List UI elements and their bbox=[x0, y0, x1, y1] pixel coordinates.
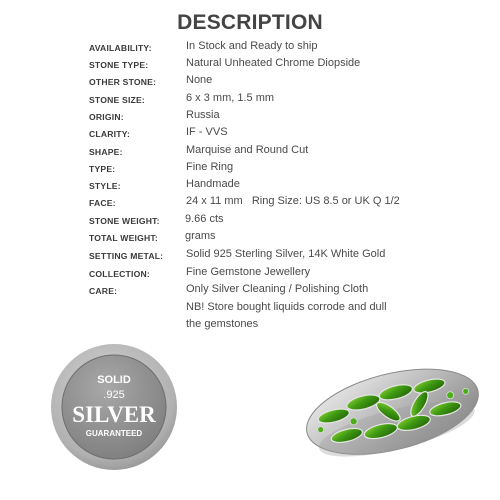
spec-label-collection: COLLECTION: bbox=[89, 269, 150, 279]
ring-illustration bbox=[296, 340, 486, 475]
spec-label-availability: AVAILABILITY: bbox=[89, 43, 152, 53]
badge-text-silver: SILVER bbox=[72, 402, 156, 427]
spec-row-collection bbox=[0, 266, 500, 283]
spec-value-care: Only Silver Cleaning / Polishing Cloth bbox=[186, 283, 369, 295]
spec-label-total-weight: TOTAL WEIGHT: bbox=[89, 233, 158, 243]
spec-value-setting-metal: Solid 925 Sterling Silver, 14K White Gold bbox=[186, 248, 386, 260]
spec-value-total-weight: grams bbox=[185, 230, 216, 242]
spec-label-stone-size: STONE SIZE: bbox=[89, 95, 145, 105]
spec-row-total-weight bbox=[0, 230, 500, 247]
spec-label-face: FACE: bbox=[89, 198, 116, 208]
spec-value-collection: Fine Gemstone Jewellery bbox=[186, 266, 311, 278]
spec-label-stone-weight: STONE WEIGHT: bbox=[89, 216, 160, 226]
spec-row-stone-weight bbox=[0, 213, 500, 230]
care-note-line-2 bbox=[0, 318, 500, 335]
description-title: DESCRIPTION bbox=[177, 11, 323, 34]
spec-row-availability bbox=[0, 40, 500, 57]
spec-row-type bbox=[0, 161, 500, 178]
spec-value-stone-size: 6 x 3 mm, 1.5 mm bbox=[186, 92, 275, 104]
ring-product-image bbox=[296, 340, 486, 475]
spec-value-style: Handmade bbox=[186, 178, 240, 190]
spec-label-setting-metal: SETTING METAL: bbox=[89, 251, 164, 261]
spec-row-clarity bbox=[0, 126, 500, 143]
spec-value-availability: In Stock and Ready to ship bbox=[186, 40, 318, 52]
spec-row-stone-size bbox=[0, 92, 500, 109]
spec-row-face bbox=[0, 195, 500, 212]
badge-text-guaranteed: GUARANTEED bbox=[85, 429, 143, 438]
spec-row-origin bbox=[0, 109, 500, 126]
spec-row-shape bbox=[0, 144, 500, 161]
spec-value-clarity: IF - VVS bbox=[186, 126, 228, 138]
spec-value-other-stone: None bbox=[186, 74, 213, 86]
badge-text-925: .925 bbox=[103, 389, 125, 401]
spec-row-other-stone bbox=[0, 74, 500, 91]
spec-value-face: 24 x 11 mm Ring Size: US 8.5 or UK Q 1/2 bbox=[186, 195, 400, 207]
spec-label-care: CARE: bbox=[89, 286, 118, 296]
spec-row-style bbox=[0, 178, 500, 195]
spec-value-shape: Marquise and Round Cut bbox=[186, 144, 309, 156]
spec-row-care bbox=[0, 283, 500, 300]
spec-label-type: TYPE: bbox=[89, 164, 116, 174]
spec-value-stone-weight: 9.66 cts bbox=[185, 213, 224, 225]
spec-value-stone-type: Natural Unheated Chrome Diopside bbox=[186, 57, 361, 69]
solid-silver-badge bbox=[40, 340, 188, 470]
spec-row-setting-metal bbox=[0, 248, 500, 265]
care-note-text-2: the gemstones bbox=[186, 318, 259, 330]
care-note-line-1 bbox=[0, 301, 500, 318]
care-note-text-1: NB! Store bought liquids corrode and dull bbox=[186, 301, 387, 313]
spec-label-origin: ORIGIN: bbox=[89, 112, 124, 122]
spec-label-style: STYLE: bbox=[89, 181, 121, 191]
spec-label-clarity: CLARITY: bbox=[89, 129, 131, 139]
spec-label-other-stone: OTHER STONE: bbox=[89, 77, 157, 87]
spec-row-stone-type bbox=[0, 57, 500, 74]
spec-label-shape: SHAPE: bbox=[89, 147, 123, 157]
badge-text-solid: SOLID bbox=[97, 374, 131, 386]
spec-value-type: Fine Ring bbox=[186, 161, 234, 173]
spec-value-origin: Russia bbox=[186, 109, 220, 121]
spec-label-stone-type: STONE TYPE: bbox=[89, 60, 149, 70]
badge-graphic bbox=[40, 340, 188, 470]
